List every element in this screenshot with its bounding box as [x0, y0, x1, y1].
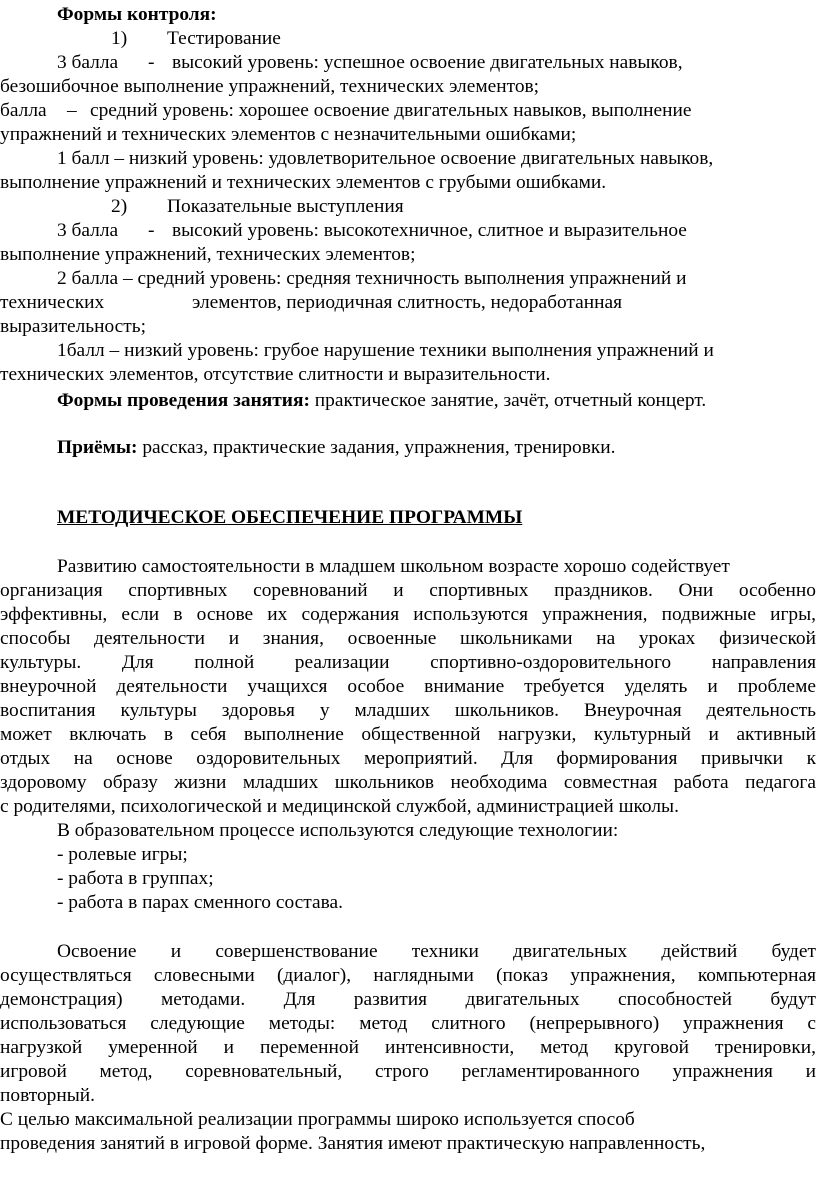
text-line: выразительность; — [0, 316, 146, 337]
techniques-text: рассказ, практические задания, упражнения, тренировки. — [142, 437, 616, 458]
paragraph-line: игровой метод, соревновательный, строго регламентированного упражнения и — [0, 1061, 816, 1082]
list-item: - работа в группах; — [57, 868, 214, 889]
list-title: Показательные выступления — [167, 196, 404, 217]
list-item: - ролевые игры; — [57, 844, 188, 865]
paragraph-line: способы деятельности и знания, освоенные школьниками на уроках физической — [0, 628, 816, 649]
text-span: элементов, периодичная слитность, недоработанная — [192, 292, 623, 313]
section-title: МЕТОДИЧЕСКОЕ ОБЕСПЕЧЕНИЕ ПРОГРАММЫ — [57, 507, 523, 528]
text-line: технических элементов, отсутствие слитности и выразительности. — [0, 364, 551, 385]
text-span: высокий уровень: высокотехничное, слитное и выразительное — [172, 220, 687, 241]
paragraph-line: С целью максимальной реализации программы широко используется способ — [0, 1109, 635, 1130]
techniques-line — [0, 436, 816, 460]
score-label: 3 балла — [57, 220, 119, 241]
list-item-testing — [0, 27, 816, 51]
paragraph-line: нагрузкой умеренной и переменной интенсивности, метод круговой тренировки, — [0, 1037, 816, 1058]
paragraph-line: воспитания культуры здоровья у младших школьников. Внеурочная деятельность — [0, 700, 816, 721]
list-item: - работа в парах сменного состава. — [57, 892, 343, 913]
paragraph-line: проведения занятий в игровой форме. Занятия имеют практическую направленность, — [0, 1133, 706, 1154]
tech-intro: В образовательном процессе используются следующие технологии: — [57, 820, 619, 841]
paragraph-line: отдых на основе оздоровительных мероприятий. Для формирования привычки к — [0, 748, 816, 769]
paragraph-line: использоваться следующие методы: метод слитного (непрерывного) упражнения с — [0, 1013, 816, 1034]
text-line: 2 балла – средний уровень: средняя техничность выполнения упражнений и — [57, 268, 687, 289]
paragraph-line: внеурочной деятельности учащихся особое внимание требуется уделять и проблеме — [0, 676, 816, 697]
paragraph-line: эффективны, если в основе их содержания используются упражнения, подвижные игры, — [0, 604, 816, 625]
list-item-performances — [0, 195, 816, 219]
text-line: выполнение упражнений и технических элементов с грубыми ошибками. — [0, 172, 607, 193]
forms-lesson-label: Формы проведения занятия: — [57, 390, 310, 411]
score-label: 3 балла — [57, 52, 119, 73]
list-number: 2) — [111, 196, 128, 217]
paragraph-line: Развитию самостоятельности в младшем школьном возрасте хорошо содействует — [57, 556, 730, 577]
score-label: балла — [0, 100, 47, 121]
dash: - — [148, 220, 155, 241]
techniques-label: Приёмы: — [57, 437, 138, 458]
text-span: технических — [0, 292, 105, 313]
paragraph-line: может включать в себя выполнение общественной нагрузки, культурный и активный — [0, 724, 816, 745]
text-line — [0, 291, 816, 315]
paragraph-line: повторный. — [0, 1085, 95, 1106]
paragraph-line: Освоение и совершенствование техники двигательных действий будет — [57, 941, 816, 962]
text-line: 1 балл – низкий уровень: удовлетворительное освоение двигательных навыков, — [57, 148, 714, 169]
paragraph-line: организация спортивных соревнований и спортивных праздников. Они особенно — [0, 580, 816, 601]
list-number: 1) — [111, 28, 128, 49]
list-title: Тестирование — [167, 28, 281, 49]
text-line — [0, 99, 816, 123]
dash: – — [67, 100, 77, 121]
text-line: безошибочное выполнение упражнений, технических элементов; — [0, 76, 540, 97]
text-line: упражнений и технических элементов с незначительными ошибками; — [0, 124, 577, 145]
dash: - — [148, 52, 155, 73]
forms-control-heading: Формы контроля: — [57, 4, 217, 25]
text-line: выполнение упражнений, технических элементов; — [0, 244, 416, 265]
paragraph-line: осуществляться словесными (диалог), наглядными (показ упражнения, компьютерная — [0, 965, 816, 986]
text-span: средний уровень: хорошее освоение двигательных навыков, выполнение — [90, 100, 692, 121]
forms-lesson-text: практическое занятие, зачёт, отчетный концерт. — [314, 390, 707, 411]
text-line: 1балл – низкий уровень: грубое нарушение техники выполнения упражнений и — [57, 340, 714, 361]
paragraph-line: здоровому образу жизни младших школьников необходима совместная работа педагога — [0, 772, 816, 793]
paragraph-line: демонстрация) методами. Для развития двигательных способностей будут — [0, 989, 816, 1010]
forms-lesson-line — [0, 389, 816, 413]
paragraph-line: с родителями, психологической и медицинской службой, администрацией школы. — [0, 796, 679, 817]
text-line — [0, 51, 816, 75]
text-line — [0, 219, 816, 243]
text-span: высокий уровень: успешное освоение двигательных навыков, — [172, 52, 683, 73]
paragraph-line: культуры. Для полной реализации спортивно-оздоровительного направления — [0, 652, 816, 673]
